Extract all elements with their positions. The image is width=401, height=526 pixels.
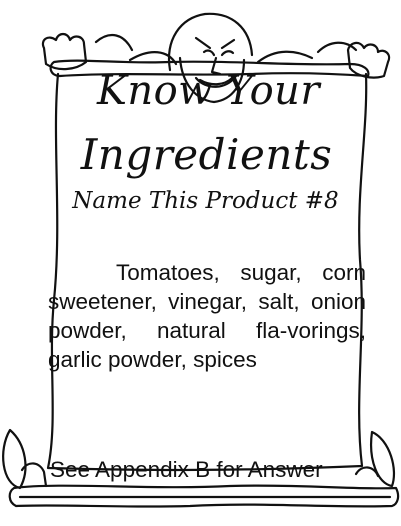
ingredients-text: Tomatoes, sugar, corn sweetener, vinegar, salt, onion powder, natural fla-vorings, garlic powder, spices (48, 260, 366, 372)
title-line-1: Know Your (96, 68, 321, 114)
subtitle: Name This Product #8 (72, 188, 339, 214)
answer-footer: See Appendix B for Answer (50, 457, 323, 482)
title-line-2: Ingredients (80, 130, 333, 179)
